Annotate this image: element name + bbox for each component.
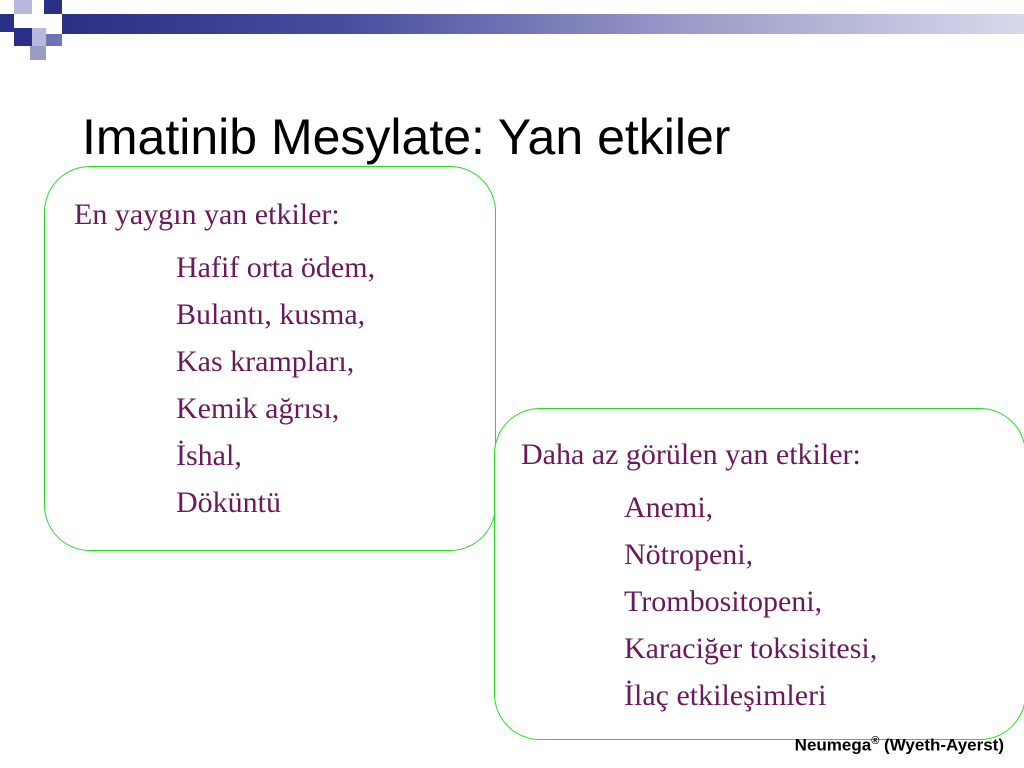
corner-square (14, 0, 32, 14)
list-item: Trombositopeni, (624, 585, 823, 618)
registered-mark: ® (871, 735, 880, 747)
list-item: İlaç etkileşimleri (624, 679, 827, 712)
common-side-effects-list (176, 244, 375, 526)
footer-brand: Neumega (794, 735, 872, 755)
list-item: Karaciğer toksisitesi, (624, 632, 878, 665)
slide-title: Imatinib Mesylate: Yan etkiler (82, 109, 731, 165)
footer-note (795, 735, 1004, 756)
footer-maker: (Wyeth-Ayerst) (879, 735, 1004, 755)
common-side-effects-heading: En yaygın yan etkiler: (74, 198, 340, 231)
corner-square (46, 34, 62, 46)
list-item: İshal, (176, 439, 242, 472)
corner-decoration (0, 0, 1024, 70)
corner-square (14, 28, 32, 46)
corner-square (44, 0, 62, 14)
corner-square (30, 46, 46, 60)
list-item: Nötropeni, (624, 538, 754, 571)
list-item: Kemik ağrısı, (176, 392, 340, 425)
less-common-side-effects-heading: Daha az görülen yan etkiler: (521, 438, 861, 471)
list-item: Hafif orta ödem, (176, 251, 376, 284)
header-gradient-bar (62, 14, 1024, 34)
list-item: Döküntü (176, 486, 281, 519)
corner-square (0, 14, 14, 32)
corner-square (32, 28, 46, 46)
less-common-side-effects-list (624, 484, 877, 719)
list-item: Kas krampları, (176, 345, 355, 378)
list-item: Anemi, (624, 491, 714, 524)
list-item: Bulantı, kusma, (176, 298, 366, 331)
